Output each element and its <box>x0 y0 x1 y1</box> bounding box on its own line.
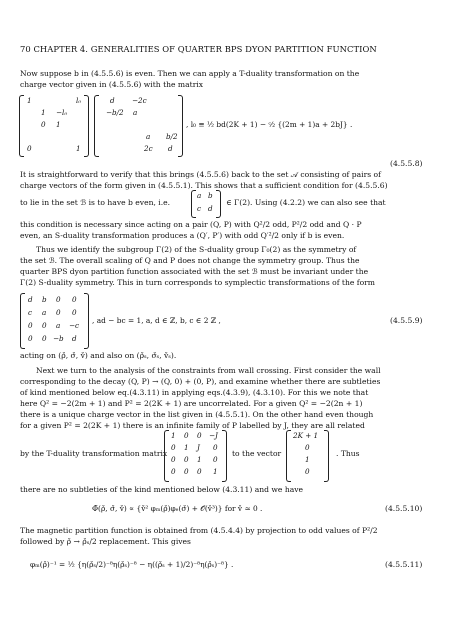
para-2-line-3-post: ∈ Γ(2). Using (4.2.2) we can also see that <box>226 198 386 207</box>
para-6-line-2: followed by ρ̌ → ρ̌ₛ/2 replacement. This gives <box>20 537 191 546</box>
para-2-line-5: even, an S-duality transformation produces a (Q′, P′) with odd Q′²/2 only if b is even. <box>20 231 345 240</box>
eq-number-4-5-5-8: (4.5.5.8) <box>390 159 423 168</box>
para-5-line-6: for a given P² = 2(2K + 1) there is an infinite family of P labelled by J, they are all related <box>20 421 365 430</box>
matrix2-right-bracket <box>178 95 183 157</box>
para-4: acting on (ρ̌, σ̌, v̌) and also on (ρ̌ₛ, σ̌ₛ, v̌ₛ). <box>20 351 177 360</box>
para-5-line-1: Next we turn to the analysis of the constraints from wall crossing. First consider the wall <box>36 366 381 375</box>
eq-4-5-5-11: φₘ(ρ̌)⁻¹ = ½ {η(ρ̌ₛ/2)⁻⁸η(ρ̌ₛ)⁻⁸ − η((ρ̌ₛ + 1)/2)⁻⁸η(ρ̌ₛ)⁻⁸} . <box>30 560 234 569</box>
t-duality-j-matrix: 1 0 0 −J 0 1 J 0 0 0 1 0 0 0 0 1 <box>171 431 218 476</box>
para-5-line-7-mid: to the vector <box>232 449 282 458</box>
para-2-line-3-pre: to lie in the set ℬ is to have b even, i.e. <box>20 198 171 207</box>
s-duality-matrix: d −2c −b/2 a a b/2 2c d <box>106 96 178 153</box>
para-5-line-2: corresponding to the decay (Q, P) → (Q, 0) + (0, P), and examine whether there are subtleties <box>20 377 381 386</box>
eq-number-4-5-5-11: (4.5.5.11) <box>385 560 423 569</box>
abcd-right-bracket <box>216 190 221 218</box>
symplectic-matrix: d b 0 0 c a 0 0 0 0 a −c 0 0 −b d <box>28 295 80 343</box>
sympl-right-bracket <box>84 293 89 349</box>
para-5-line-3: of kind mentioned below eq.(4.3.11) in applying eqs.(4.3.9), (4.3.10). For this we note that <box>20 388 369 397</box>
eq-number-4-5-5-10: (4.5.5.10) <box>385 504 423 513</box>
eq-4-5-5-9-rhs: , ad − bc = 1, a, d ∈ ℤ, b, c ∈ 2 ℤ , <box>92 316 221 325</box>
para-5-line-7-pre: by the T-duality transformation matrix <box>20 449 168 458</box>
para-1-line-1: Now suppose b in (4.5.5.6) is even. Then we can apply a T-duality transformation on the <box>20 69 360 78</box>
para-6-line-1: The magnetic partition function is obtained from (4.5.4.4) by projection to odd values of P²/2 <box>20 526 378 535</box>
para-2-line-1: It is straightforward to verify that this brings (4.5.5.6) back to the set 𝒜 consisting of pairs of <box>20 170 381 179</box>
matrix-left-close <box>84 95 89 157</box>
eq-4-5-5-10: Φ̃(ρ̌, σ̌, v̌) ∝ {v̌² φₘ(ρ̌)φₑ(σ̌) + 𝒪(v̌³)} for v̌ ≃ 0 . <box>92 504 263 513</box>
tj-left-bracket <box>164 430 169 482</box>
para-3-line-4: Γ(2) S-duality symmetry. This in turn corresponds to symplectic transformations of the form <box>20 278 375 287</box>
matrix2-left-bracket <box>94 95 99 157</box>
eq-number-4-5-5-9: (4.5.5.9) <box>390 316 423 325</box>
charge-vector: 2K + 1 0 1 0 <box>293 431 319 476</box>
para-2-line-4: this condition is necessary since acting on a pair (Q, P) with Q²/2 odd, P²/2 odd and Q · P <box>20 220 362 229</box>
para-5-line-7-post: . Thus <box>336 449 360 458</box>
para-5-line-4: here Q² = −2(2m + 1) and P² = 2(2K + 1) are uncorrelated. For a given Q² = −2(2n + 1) <box>20 399 363 408</box>
para-3-line-2: the set ℬ. The overall scaling of Q and P does not change the symmetry group. Thus the <box>20 256 360 265</box>
eq-4-5-5-8-rhs: , l₀ ≡ ½ bd(2K + 1) − ᶜ⁄₂ {(2m + 1)a + 2bJ} . <box>186 120 353 129</box>
t-duality-matrix: 1 l₀ 1 −l₀ 0 1 0 1 <box>27 96 82 153</box>
para-3-line-1: Thus we identify the subgroup Γ(2) of the S-duality group Γ₀(2) as the symmetry of <box>36 245 357 254</box>
sympl-left-bracket <box>20 293 25 349</box>
para-5-line-8: there are no subtleties of the kind mentioned below (4.3.11) and we have <box>20 485 304 494</box>
vec-right-bracket <box>324 430 329 482</box>
abcd-matrix: a b c d <box>197 191 213 213</box>
running-header: 70 CHAPTER 4. GENERALITIES OF QUARTER BPS DYON PARTITION FUNCTION <box>20 44 377 54</box>
para-5-line-5: there is a unique charge vector in the list given in (4.5.5.1). On the other hand even though <box>20 410 374 419</box>
para-2-line-2: charge vectors of the form given in (4.5.5.1). This shows that a sufficient condition for (4.5.5.6) <box>20 181 388 190</box>
para-1-line-2: charge vector given in (4.5.5.6) with the matrix <box>20 80 204 89</box>
tj-right-bracket <box>222 430 227 482</box>
para-3-line-3: quarter BPS dyon partition function associated with the set ℬ must be invariant under the <box>20 267 369 276</box>
